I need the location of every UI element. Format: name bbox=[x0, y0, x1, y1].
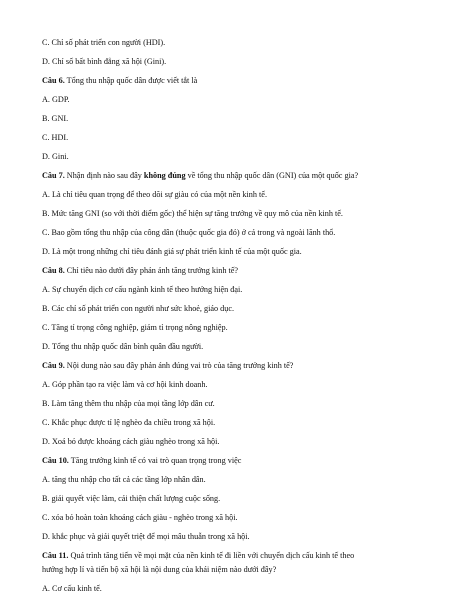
answer-option: A. Cơ cấu kinh tế. bbox=[42, 584, 102, 593]
question-emphasis: không đúng bbox=[143, 171, 186, 180]
line-gap bbox=[0, 276, 450, 285]
question-number: Câu 6. bbox=[42, 76, 65, 85]
line-gap bbox=[0, 504, 450, 513]
question-number: Câu 11. bbox=[42, 551, 69, 560]
answer-option: C. Chỉ số phát triển con người (HDI). bbox=[42, 38, 166, 47]
answer-option: D. Là một trong những chỉ tiêu đánh giá sự phát triển kinh tế của một quốc gia. bbox=[42, 247, 302, 256]
question-stem bbox=[42, 76, 450, 86]
line-gap bbox=[0, 575, 450, 584]
question-text: Tăng trưởng kinh tế có vai trò quan trọng trong việc bbox=[68, 456, 242, 465]
question-text: Nội dung nào sau đây phản ánh đúng vai trò của tăng trưởng kinh tế? bbox=[64, 361, 294, 370]
question-text: Chỉ tiêu nào dưới đây phản ánh tăng trưởng kinh tế? bbox=[64, 266, 239, 275]
answer-option: B. GNI. bbox=[42, 114, 69, 123]
question-text: Nhận định nào sau đây bbox=[64, 171, 144, 180]
line-gap bbox=[0, 86, 450, 95]
line-gap bbox=[0, 466, 450, 475]
line-gap bbox=[0, 542, 450, 551]
answer-option: C. Khắc phục được tỉ lệ nghèo đa chiều trong xã hội. bbox=[42, 418, 216, 427]
answer-option: C. HDI. bbox=[42, 133, 69, 142]
line-gap bbox=[0, 371, 450, 380]
answer-option: D. Tổng thu nhập quốc dân bình quân đầu người. bbox=[42, 342, 204, 351]
question-list bbox=[0, 38, 450, 594]
question-number: Câu 9. bbox=[42, 361, 65, 370]
line-gap bbox=[0, 219, 450, 228]
line-gap bbox=[0, 162, 450, 171]
answer-option: D. Chỉ số bất bình đẳng xã hội (Gini). bbox=[42, 57, 167, 66]
line-gap bbox=[0, 390, 450, 399]
question-stem bbox=[42, 171, 450, 181]
question-stem bbox=[42, 456, 450, 466]
line-gap bbox=[0, 181, 450, 190]
question-text: Tổng thu nhập quốc dân được viết tắt là bbox=[64, 76, 198, 85]
line-gap bbox=[0, 314, 450, 323]
answer-option: A. Là chỉ tiêu quan trọng để theo dõi sự giàu có của một nền kinh tế. bbox=[42, 190, 267, 199]
line-gap bbox=[0, 428, 450, 437]
answer-option: C. xóa bỏ hoàn toàn khoảng cách giàu - nghèo trong xã hội. bbox=[42, 513, 238, 522]
answer-option: B. Mức tăng GNI (so với thời điểm gốc) thể hiện sự tăng trưởng về quy mô của nền kinh tế. bbox=[42, 209, 343, 218]
answer-option: A. Góp phần tạo ra việc làm và cơ hội kinh doanh. bbox=[42, 380, 208, 389]
line-gap bbox=[0, 447, 450, 456]
question-stem bbox=[42, 551, 450, 561]
line-gap bbox=[0, 352, 450, 361]
line-gap bbox=[0, 409, 450, 418]
answer-option: D. Gini. bbox=[42, 152, 69, 161]
line-gap bbox=[0, 238, 450, 247]
answer-option: C. Bao gồm tổng thu nhập của công dân (thuộc quốc gia đó) ở cả trong và ngoài lãnh thổ. bbox=[42, 228, 336, 237]
line-gap bbox=[0, 200, 450, 209]
line-gap bbox=[0, 523, 450, 532]
answer-option: C. Tăng tỉ trọng công nghiệp, giảm tỉ trọng nông nghiệp. bbox=[42, 323, 228, 332]
line-gap bbox=[0, 124, 450, 133]
answer-option: D. Xoá bỏ được khoảng cách giàu nghèo trong xã hội. bbox=[42, 437, 220, 446]
question-stem-continuation: hướng hợp lí và tiến bộ xã hội là nội dung của khái niệm nào dưới đây? bbox=[42, 565, 277, 574]
question-number: Câu 8. bbox=[42, 266, 65, 275]
line-gap bbox=[0, 257, 450, 266]
question-text: Quá trình tăng tiến về mọi mặt của nền kinh tế đi liền với chuyển dịch cấu kinh tế theo bbox=[68, 551, 355, 560]
answer-option: A. Sự chuyển dịch cơ cấu ngành kinh tế theo hướng hiện đại. bbox=[42, 285, 243, 294]
line-gap bbox=[0, 295, 450, 304]
question-number: Câu 10. bbox=[42, 456, 69, 465]
line-gap bbox=[0, 48, 450, 57]
answer-option: D. khắc phục và giải quyết triệt để mọi mâu thuẫn trong xã hội. bbox=[42, 532, 250, 541]
answer-option: B. giải quyết việc làm, cải thiện chất lượng cuộc sống. bbox=[42, 494, 221, 503]
question-text-rest: về tổng thu nhập quốc dân (GNI) của một quốc gia? bbox=[185, 171, 359, 180]
line-gap bbox=[0, 143, 450, 152]
question-number: Câu 7. bbox=[42, 171, 65, 180]
line-gap bbox=[0, 67, 450, 76]
answer-option: A. tăng thu nhập cho tất cả các tầng lớp nhân dân. bbox=[42, 475, 206, 484]
answer-option: A. GDP. bbox=[42, 95, 70, 104]
line-gap bbox=[0, 333, 450, 342]
question-stem bbox=[42, 361, 450, 371]
answer-option: B. Làm tăng thêm thu nhập của mọi tầng lớp dân cư. bbox=[42, 399, 215, 408]
answer-option: B. Các chỉ số phát triển con người như sức khoẻ, giáo dục. bbox=[42, 304, 235, 313]
line-gap bbox=[0, 485, 450, 494]
line-gap bbox=[0, 105, 450, 114]
question-stem bbox=[42, 266, 450, 276]
